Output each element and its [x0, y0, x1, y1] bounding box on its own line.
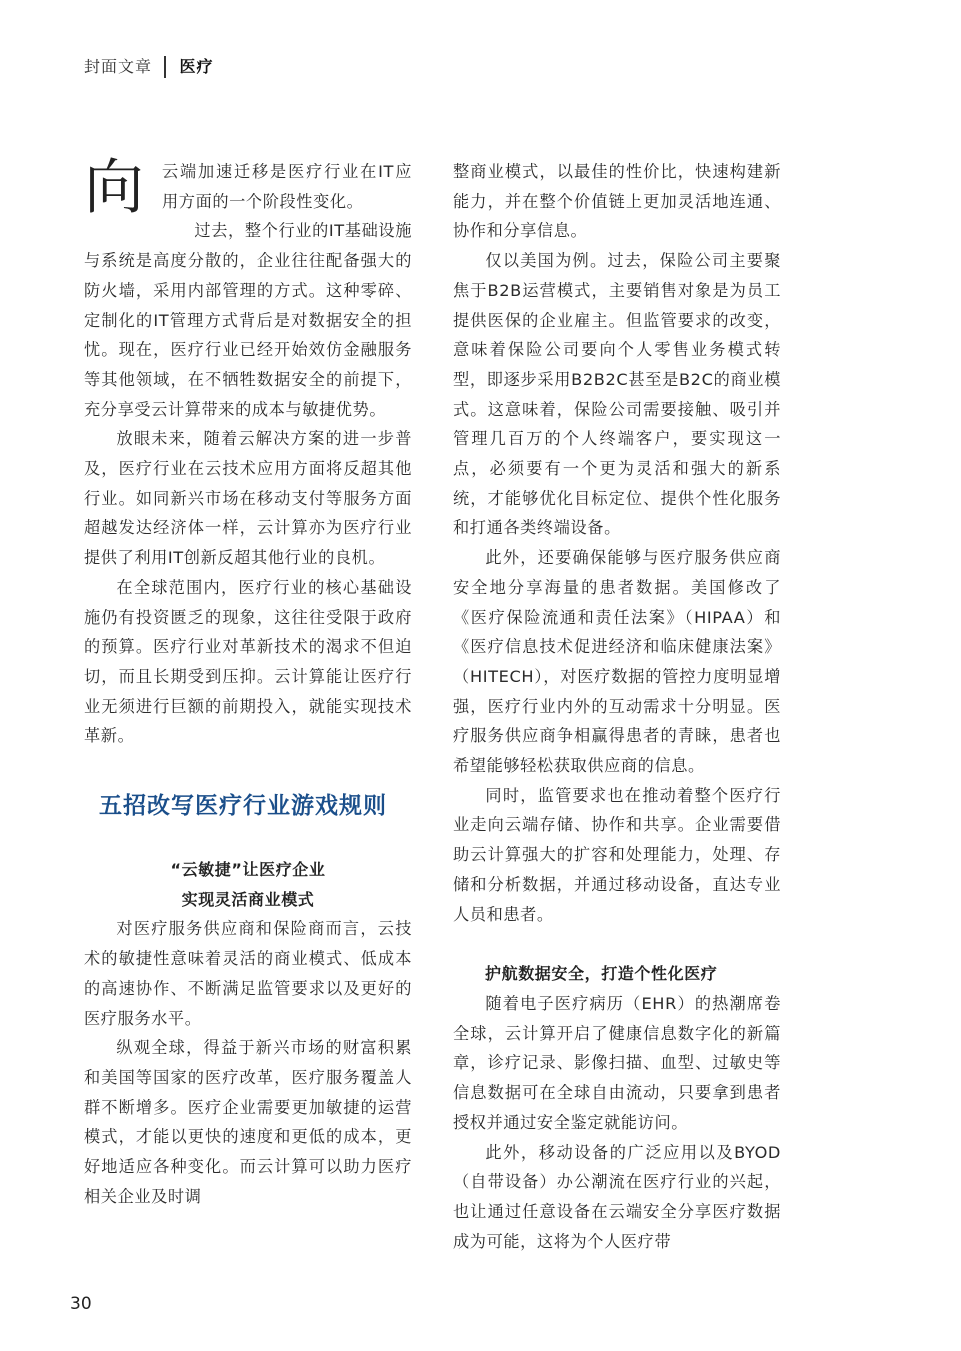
header-section-label: 封面文章	[84, 57, 153, 76]
running-header	[84, 55, 214, 79]
right-column	[453, 157, 781, 1256]
body-paragraph: 在全球范围内，医疗行业的核心基础设施仍有投资匮乏的现象，这往往受限于政府的预算。医疗行业对革新技术的渴求不但迫切，而且长期受到压抑。云计算能让医疗行业无须进行巨额的前期投入，就能实现技术革新。	[84, 577, 412, 746]
header-topic-label: 医疗	[179, 57, 214, 76]
intro-paragraph	[84, 153, 412, 424]
body-paragraph: 过去，整个行业的IT基础设施与系统是高度分散的，企业往往配备强大的防火墙，采用内部管理的方式。这种零碎、定制化的IT管理方式背后是对数据安全的担忧。现在，医疗行业已经开始效仿金融服务等其他领域，在不牺牲数据安全的前提下，充分享受云计算带来的成本与敏捷优势。	[84, 221, 412, 419]
intro-lead-text: 云端加速迁移是医疗行业在IT应用方面的一个阶段性变化。	[162, 162, 412, 211]
subsection-title: 护航数据安全，打造个性化医疗	[485, 964, 718, 984]
body-paragraph: 同时，监管要求也在推动着整个医疗行业走向云端存储、协作和共享。企业需要借助云计算强大的扩容和处理能力，处理、存储和分析数据，并通过移动设备，直达专业人员和患者。	[453, 785, 781, 924]
body-paragraph: 随着电子医疗病历（EHR）的热潮席卷全球，云计算开启了健康信息数字化的新篇章，诊疗记录、影像扫描、血型、过敏史等信息数据可在全球自由流动，只要拿到患者授权并通过安全鉴定就能访问。	[453, 993, 781, 1132]
drop-cap: 向	[84, 153, 145, 223]
page-number: 30	[70, 1294, 92, 1314]
section-title: 五招改写医疗行业游戏规则	[99, 793, 387, 820]
subsection-title-line-2: 实现灵活商业模式	[181, 889, 315, 909]
subsection-title-line-1: “云敏捷”让医疗企业	[170, 860, 326, 880]
body-paragraph: 对医疗服务供应商和保险商而言，云技术的敏捷性意味着灵活的商业模式、低成本的高速协作、不断满足监管要求以及更好的医疗服务水平。	[84, 919, 412, 1028]
body-paragraph: 放眼未来，随着云解决方案的进一步普及，医疗行业在云技术应用方面将反超其他行业。如同新兴市场在移动支付等服务方面超越发达经济体一样，云计算亦为医疗行业提供了利用IT创新反超其他行业的良机。	[84, 429, 412, 568]
body-paragraph-continued: 整商业模式，以最佳的性价比，快速构建新能力，并在整个价值链上更加灵活地连通、协作和分享信息。	[453, 162, 781, 241]
body-paragraph: 此外，还要确保能够与医疗服务供应商安全地分享海量的患者数据。美国修改了《医疗保险流通和责任法案》（HIPAA）和《医疗信息技术促进经济和临床健康法案》（HITECH），对医疗数据的管控力度明显增强，医疗行业内外的互动需求十分明显。医疗服务供应商争相赢得患者的青睐，患者也希望能够轻松获取供应商的信息。	[453, 548, 781, 776]
body-paragraph: 仅以美国为例。过去，保险公司主要聚焦于B2B运营模式，主要销售对象是为员工提供医保的企业雇主。但监管要求的改变，意味着保险公司要向个人零售业务模式转型，即逐步采用B2B2C甚至是B2C的商业模式。这意味着，保险公司需要接触、吸引并管理几百万的个人终端客户，要实现这一点，必须要有一个更为灵活和强大的新系统，才能够优化目标定位、提供个性化服务和打通各类终端设备。	[453, 251, 781, 538]
body-paragraph: 此外，移动设备的广泛应用以及BYOD（自带设备）办公潮流在医疗行业的兴起，也让通过任意设备在云端安全分享医疗数据成为可能，这将为个人医疗带	[453, 1142, 781, 1251]
header-divider	[164, 56, 166, 78]
body-paragraph: 纵观全球，得益于新兴市场的财富积累和美国等国家的医疗改革，医疗服务覆盖人群不断增多。医疗企业需要更加敏捷的运营模式，才能以更快的速度和更低的成本，更好地适应各种变化。而云计算可以助力医疗相关企业及时调	[84, 1038, 412, 1206]
left-column	[84, 153, 412, 1212]
